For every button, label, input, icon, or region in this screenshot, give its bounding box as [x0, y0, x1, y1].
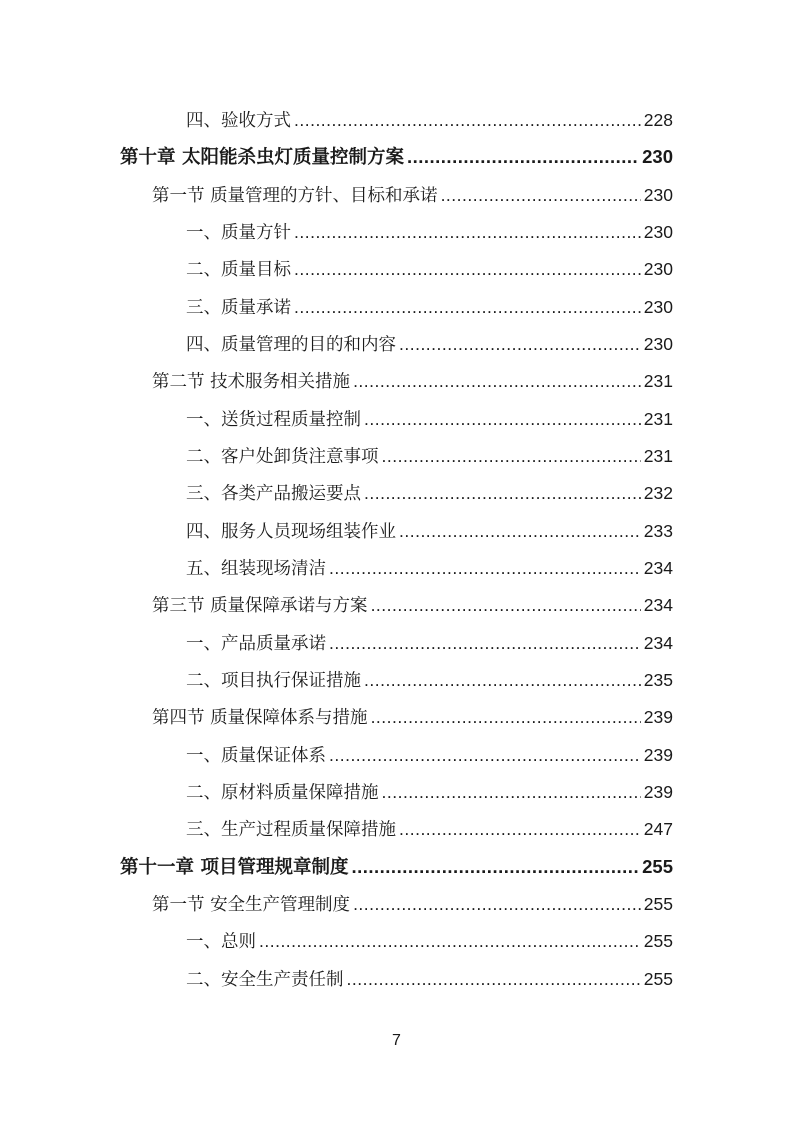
- toc-entry-title: 二、质量目标: [186, 260, 291, 280]
- dot-leader: [294, 107, 641, 133]
- toc-section-entry: [152, 704, 673, 730]
- toc-entry: [186, 667, 673, 693]
- toc-entry-page: 233: [643, 521, 673, 541]
- toc-entry: [186, 443, 673, 469]
- dot-leader: [364, 667, 641, 693]
- toc-chapter-entry: [120, 144, 673, 170]
- toc-entry: [186, 331, 673, 357]
- toc-entry-page: 234: [643, 595, 673, 615]
- toc-section-entry: [152, 368, 673, 394]
- toc-entry-title: 二、项目执行保证措施: [186, 671, 361, 691]
- toc-entry: [186, 294, 673, 320]
- dot-leader: [294, 256, 641, 282]
- toc-entry-page: 228: [643, 110, 673, 130]
- dot-leader: [364, 406, 641, 432]
- dot-leader: [371, 704, 641, 730]
- dot-leader: [294, 294, 641, 320]
- toc-entry-title: 第四节 质量保障体系与措施: [152, 708, 368, 728]
- toc-entry-page: 230: [643, 334, 673, 354]
- dot-leader: [364, 480, 641, 506]
- toc-entry: [186, 816, 673, 842]
- dot-leader: [329, 742, 641, 768]
- dot-leader: [382, 443, 641, 469]
- dot-leader: [399, 816, 641, 842]
- toc-section-entry: [152, 182, 673, 208]
- toc-entry-page: 255: [642, 856, 673, 877]
- toc-entry: [186, 555, 673, 581]
- toc-entry-title: 第十章 太阳能杀虫灯质量控制方案: [120, 147, 404, 168]
- toc-entry-title: 四、验收方式: [186, 111, 291, 131]
- toc-entry-title: 一、产品质量承诺: [186, 634, 326, 654]
- toc-entry: [186, 256, 673, 282]
- toc-entry-page: 231: [643, 446, 673, 466]
- toc-entry-title: 第一节 质量管理的方针、目标和承诺: [152, 186, 438, 206]
- toc-entry-page: 230: [643, 297, 673, 317]
- toc-entry-title: 第十一章 项目管理规章制度: [120, 857, 349, 878]
- toc-entry-page: 255: [643, 931, 673, 951]
- toc-entry-page: 255: [643, 894, 673, 914]
- toc-section-entry: [152, 891, 673, 917]
- toc-entry-page: 235: [643, 670, 673, 690]
- toc-entry-page: 255: [643, 969, 673, 989]
- toc-entry-title: 二、安全生产责任制: [186, 970, 344, 990]
- toc-entry: [186, 107, 673, 133]
- toc-entry: [186, 406, 673, 432]
- toc-entry-title: 一、质量保证体系: [186, 746, 326, 766]
- toc-entry-title: 一、送货过程质量控制: [186, 410, 361, 430]
- toc-entry-page: 247: [643, 819, 673, 839]
- toc-entry-page: 230: [643, 222, 673, 242]
- toc-entry-title: 第二节 技术服务相关措施: [152, 372, 351, 392]
- toc-entry: [186, 219, 673, 245]
- dot-leader: [407, 144, 639, 170]
- dot-leader: [399, 518, 641, 544]
- toc-entry: [186, 518, 673, 544]
- toc-entry-title: 四、服务人员现场组装作业: [186, 522, 396, 542]
- dot-leader: [347, 966, 641, 992]
- toc-entry-page: 234: [643, 558, 673, 578]
- toc-entry-page: 239: [643, 782, 673, 802]
- toc-entry-page: 230: [643, 185, 673, 205]
- dot-leader: [259, 928, 641, 954]
- toc-entry-title: 四、质量管理的目的和内容: [186, 335, 396, 355]
- toc-entry-title: 三、质量承诺: [186, 298, 291, 318]
- toc-entry: [186, 966, 673, 992]
- toc-entry-page: 239: [643, 745, 673, 765]
- toc-entry-title: 三、生产过程质量保障措施: [186, 820, 396, 840]
- toc-section-entry: [152, 592, 673, 618]
- toc-entry-title: 二、客户处卸货注意事项: [186, 447, 379, 467]
- toc-entry-title: 第一节 安全生产管理制度: [152, 895, 351, 915]
- toc-entry-title: 三、各类产品搬运要点: [186, 484, 361, 504]
- toc-chapter-entry: [120, 854, 673, 880]
- dot-leader: [382, 779, 641, 805]
- toc-entry: [186, 928, 673, 954]
- toc-entry-page: 232: [643, 483, 673, 503]
- dot-leader: [329, 630, 641, 656]
- toc-entry-title: 二、原材料质量保障措施: [186, 783, 379, 803]
- dot-leader: [329, 555, 641, 581]
- toc-entry: [186, 630, 673, 656]
- toc-entry-page: 230: [642, 146, 673, 167]
- dot-leader: [399, 331, 641, 357]
- toc-entry-page: 239: [643, 707, 673, 727]
- dot-leader: [294, 219, 641, 245]
- dot-leader: [351, 854, 639, 880]
- toc-entry-title: 一、质量方针: [186, 223, 291, 243]
- dot-leader: [353, 891, 641, 917]
- toc-entry-page: 230: [643, 259, 673, 279]
- toc-entry: [186, 779, 673, 805]
- toc-entry-page: 231: [643, 371, 673, 391]
- toc-entry: [186, 480, 673, 506]
- page-number: 7: [392, 1032, 401, 1049]
- toc-entry-title: 五、组装现场清洁: [186, 559, 326, 579]
- dot-leader: [353, 368, 641, 394]
- toc-entry: [186, 742, 673, 768]
- toc-entry-page: 231: [643, 409, 673, 429]
- toc-entry-page: 234: [643, 633, 673, 653]
- dot-leader: [371, 592, 641, 618]
- dot-leader: [441, 182, 641, 208]
- toc-entry-title: 第三节 质量保障承诺与方案: [152, 596, 368, 616]
- toc-entry-title: 一、总则: [186, 932, 256, 952]
